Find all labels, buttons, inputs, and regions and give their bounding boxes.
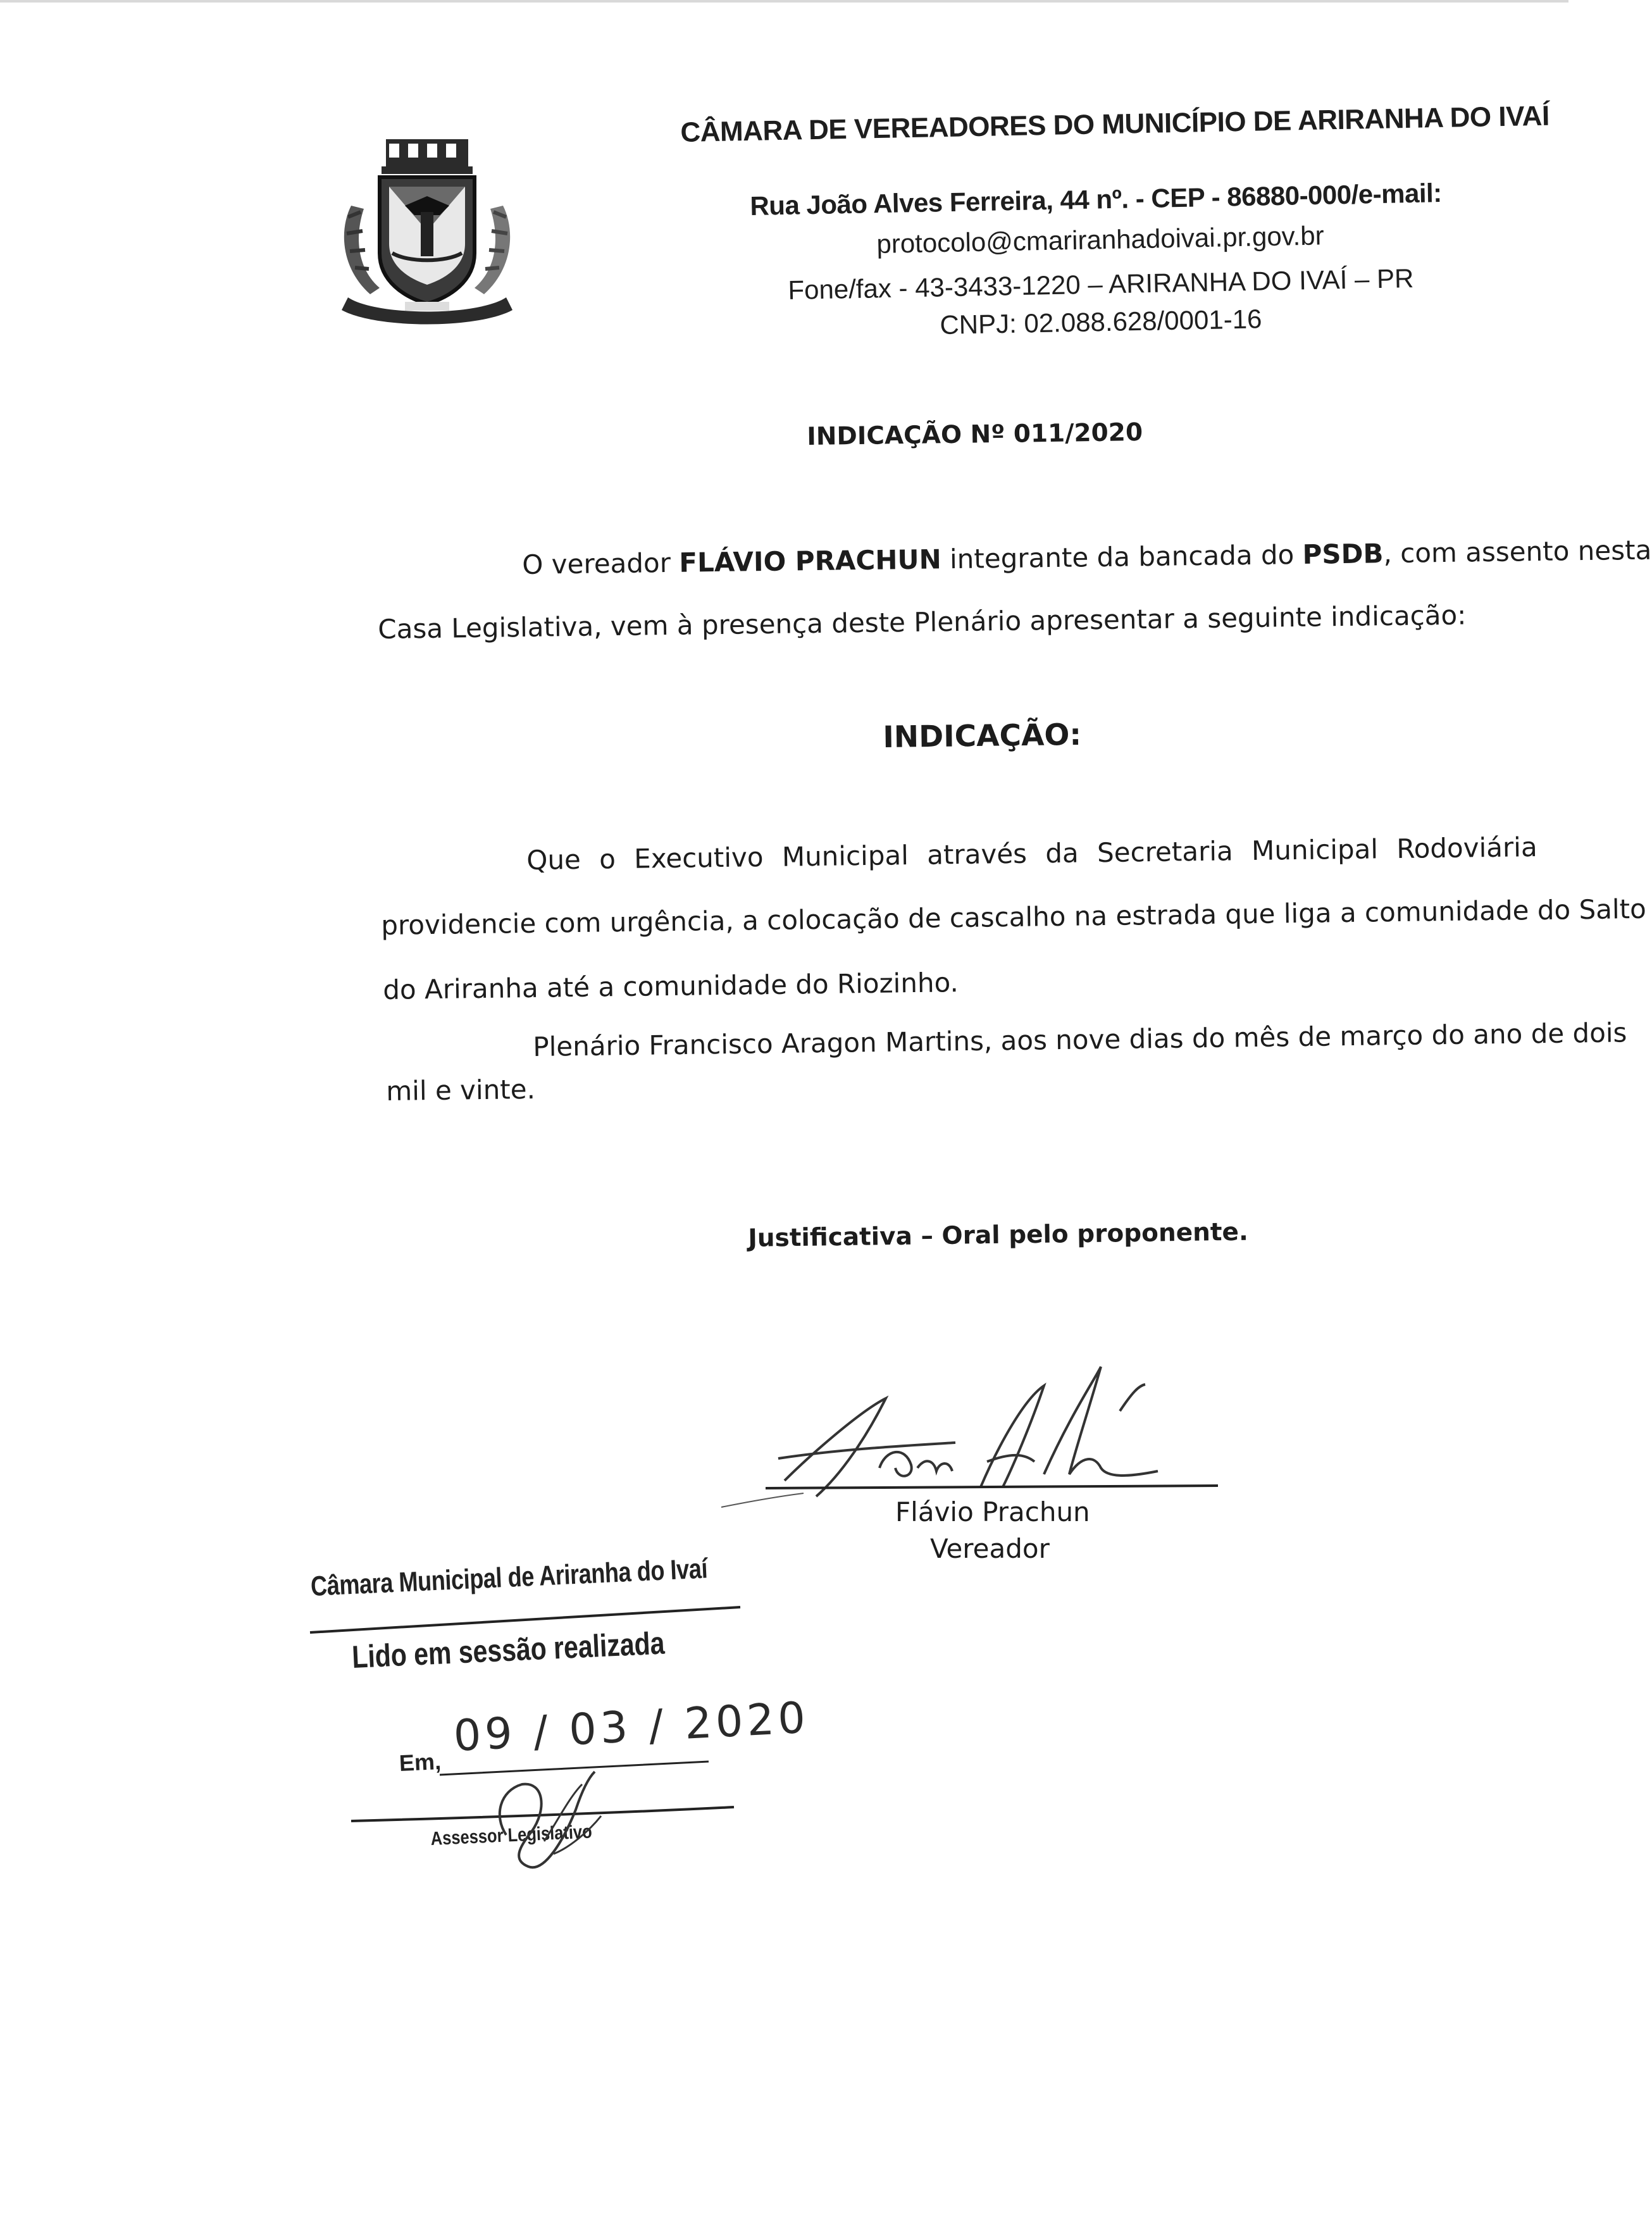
stamp-read-text: Lido em sessão realizada: [351, 1625, 666, 1675]
council-address: Rua João Alves Ferreira, 44 nº. - CEP - 86880-000/e-mail:: [750, 178, 1443, 221]
body-line: do Ariranha até a comunidade do Riozinho.: [383, 967, 959, 1005]
intro-text-after: , com assento nesta: [1383, 534, 1652, 569]
body-line: Que o Executivo Municipal através da Secretaria Municipal Rodoviária: [526, 831, 1537, 876]
document-number: INDICAÇÃO Nº 011/2020: [807, 418, 1143, 451]
stamp-role: Assessor Legislativo: [430, 1821, 593, 1849]
intro-line-1: [522, 535, 1652, 580]
council-cnpj: CNPJ: 02.088.628/0001-16: [940, 304, 1262, 340]
scan-top-edge: [0, 0, 1568, 3]
signatory-name: Flávio Prachun: [895, 1496, 1090, 1527]
stamp-title: Câmara Municipal de Ariranha do Ivaí: [310, 1553, 709, 1602]
stamp-date-prefix: Em,: [399, 1748, 442, 1776]
justification: Justificativa – Oral pelo proponente.: [748, 1217, 1249, 1253]
stamp-lines-and-initials: [304, 1582, 759, 1911]
section-heading: INDICAÇÃO:: [883, 717, 1082, 755]
signatory-role: Vereador: [930, 1533, 1050, 1564]
closing-line: Plenário Francisco Aragon Martins, aos nove dias do mês de março do ano de dois: [533, 1017, 1627, 1062]
party-name: PSDB: [1302, 538, 1384, 570]
stamp-date: 09 / 03 / 2020: [452, 1693, 810, 1762]
intro-text-before: O vereador: [522, 547, 680, 580]
council-phone: Fone/fax - 43-3433-1220 – ARIRANHA DO IVAÍ – PR: [788, 263, 1414, 305]
intro-text-middle: integrante da bancada do: [941, 538, 1303, 575]
closing-line: mil e vinte.: [386, 1073, 536, 1107]
councilor-name: FLÁVIO PRACHUN: [678, 544, 942, 578]
body-line: providencie com urgência, a colocação de cascalho na estrada que liga a comunidade do Salto: [381, 893, 1647, 941]
intro-line-2: Casa Legislativa, vem à presença deste Plenário apresentar a seguinte indicação:: [378, 599, 1467, 645]
council-email: protocolo@cmariranhadoivai.pr.gov.br: [876, 220, 1324, 259]
municipal-coat-of-arms-icon: [326, 136, 528, 332]
council-title: CÂMARA DE VEREADORES DO MUNICÍPIO DE ARIRANHA DO IVAÍ: [680, 100, 1550, 148]
